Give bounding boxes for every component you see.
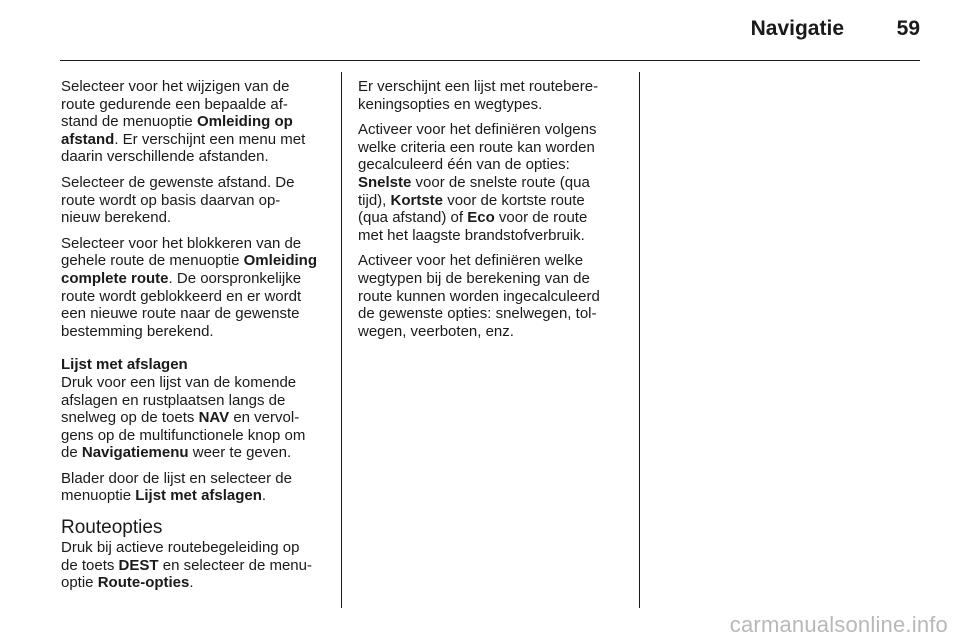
text-line: Selecteer voor het blokkeren van de [61,234,302,252]
menu-option-label: Omleiding [243,252,317,270]
text-line: tijd), [358,191,391,209]
text-line: de toets [61,556,119,574]
text-line: gecalculeerd één van de opties: [358,156,570,174]
text-line: en selecteer de menu- [158,556,312,574]
paragraph [61,235,331,341]
text-line: nieuw berekend. [61,209,172,227]
paragraph [61,374,331,462]
paragraph [358,252,628,340]
text-line: en vervol- [229,409,300,427]
paragraph [61,174,331,227]
text-line: wegtypen bij de berekening van de [358,269,590,287]
column-divider-left [341,72,342,608]
text-line: met het laagste brandstofverbruik. [358,226,585,244]
menu-option-label: Route-opties [97,574,190,592]
page-title: Navigatie [750,17,844,40]
text-line: Er verschijnt een lijst met routebere- [358,78,599,95]
text-line: wegen, veerboten, enz. [358,322,514,340]
text-line: Selecteer voor het wijzigen van de [61,78,290,95]
text-line: keningsopties en wegtypes. [358,95,543,113]
column-divider-right [639,72,640,608]
menu-option-label: Lijst met afslagen [135,487,262,505]
watermark: carmanualsonline.info [729,612,948,637]
text-line: daarin verschillende afstanden. [61,148,269,166]
text-line: (qua afstand) of [358,209,468,227]
text-line: een nieuwe route naar de gewenste [61,305,300,323]
text-line: bestemming berekend. [61,322,214,340]
text-line: Druk bij actieve routebegeleiding op [61,539,300,557]
menu-option-label: afstand [61,130,115,148]
text-line: afslagen en rustplaatsen langs de [61,391,286,409]
text-line: Activeer voor het definiëren volgens [358,121,597,139]
menu-option-label: Omleiding op [196,113,293,131]
paragraph [358,78,628,113]
key-label: DEST [118,556,159,574]
subsection-heading: Lijst met afslagen [61,356,188,374]
paragraph [358,121,628,244]
text-line: voor de route [494,209,588,227]
page-header [0,0,960,60]
text-line: . [189,574,194,592]
menu-option-label: Navigatiemenu [81,444,189,462]
option-label: Kortste [390,191,444,209]
text-line: route wordt geblokkeerd en er wordt [61,287,302,305]
page-number: 59 [896,17,920,40]
text-line: optie [61,574,98,592]
text-line: menuoptie [61,487,136,505]
text-line: snelweg op de toets [61,409,199,427]
text-column-middle [358,78,628,348]
option-label: Eco [467,209,495,227]
text-line: route gedurende een bepaalde af- [61,95,288,113]
text-column-left [61,78,331,600]
section-heading: Routeopties [61,517,163,539]
text-line: voor de kortste route [443,191,585,209]
option-label: Snelste [358,173,412,191]
text-line: . [261,487,267,505]
text-line: de [61,444,82,462]
text-line: route wordt op basis daarvan op- [61,191,281,209]
paragraph [61,539,331,592]
text-line: Blader door de lijst en selecteer de [61,469,292,487]
paragraph [61,470,331,505]
header-divider [60,60,920,61]
text-line: . Er verschijnt een menu met [114,130,306,148]
text-line: stand de menuoptie [61,113,197,131]
text-line: gehele route de menuoptie [61,252,244,270]
text-line: Activeer voor het definiëren welke [358,252,584,270]
text-line: welke criteria een route kan worden [358,138,595,156]
menu-option-label: complete route [61,269,169,287]
text-line: weer te geven. [188,444,292,462]
text-line: Druk voor een lijst van de komende [61,373,297,391]
text-line: Selecteer de gewenste afstand. De [61,173,295,191]
text-line: voor de snelste route (qua [411,173,590,191]
text-line: de gewenste opties: snelwegen, tol- [358,305,597,323]
paragraph [61,78,331,166]
text-line: . De oorspronkelijke [168,269,302,287]
text-line: route kunnen worden ingecalculeerd [358,287,600,305]
key-label: NAV [198,409,230,427]
text-line: gens op de multifunctionele knop om [61,426,306,444]
